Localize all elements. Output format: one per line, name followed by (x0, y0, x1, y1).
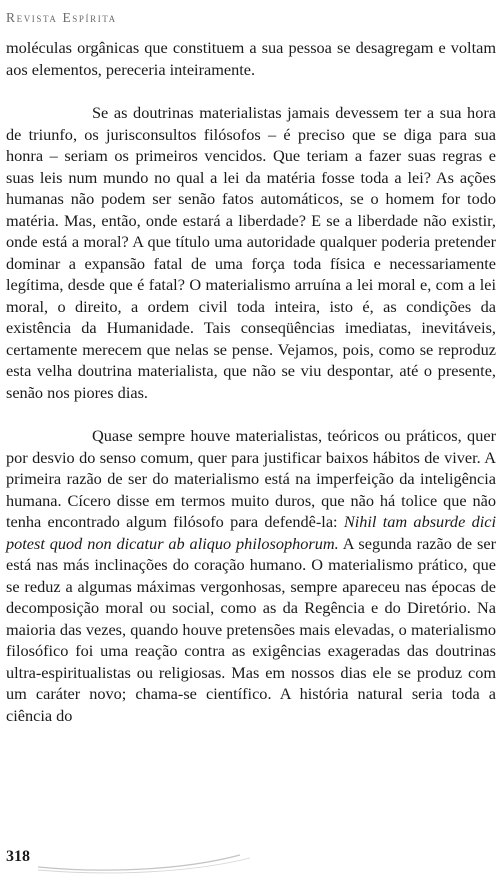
footer-swoosh-line-upper (38, 855, 240, 870)
footer-swoosh-ornament (0, 846, 503, 875)
paragraph-3-text-after-quote: A segunda razão de ser está nas más inclinações do coração humano. O materialismo prático, que se reduz a algumas máximas vergonhosas, sempre apareceu nas épocas de decomposição moral ou social, como as da Regência e do Diretório. Na maioria das vezes, quando houve pretensões mais elevadas, o materialismo filosófico foi uma reação contra as exigências exageradas das doutrinas ultra-espiritualistas ou religiosas. Mas em nossos dias ele se produz com um caráter novo; chama-se científico. A história natural seria toda a ciência do (6, 533, 496, 725)
running-head: Revista Espírita (6, 10, 117, 25)
paragraph-1: moléculas orgânicas que constituem a sua pessoa se desagregam e voltam aos elementos, pereceria inteiramente. (6, 38, 496, 79)
paragraph-3-text-before-quote: Quase sempre houve materialistas, teóricos ou práticos, quer por desvio do senso comum, quer para justificar baixos hábitos de viver. A primeira razão de ser do materialismo está na imperfeição da inteligência humana. Cícero disse em termos muito duros, que não há tolice que não tenha encontrado algum filósofo para defendê-la: (6, 426, 496, 531)
body-text (6, 37, 496, 726)
page-number: 318 (6, 848, 30, 865)
paragraph-3 (6, 425, 496, 726)
page-footer (0, 846, 503, 875)
paragraph-2: Se as doutrinas materialistas jamais devessem ter a sua hora de triunfo, os jurisconsultos filósofos – é preciso que se diga para sua honra – seriam os primeiros vencidos. Que teriam a fazer suas regras e suas leis num mundo no qual a lei da matéria fosse toda a lei? As ações humanas não podem ser senão fatos automáticos, se o homem for todo matéria. Mas, então, onde estará a liberdade? E se a liberdade não existir, onde está a moral? A que título uma autoridade qualquer poderia pretender dominar a expansão fatal de uma força toda física e necessariamente legítima, desde que é fatal? O materialismo arruína a lei moral e, com a lei moral, o direito, a ordem civil toda inteira, isto é, as condições da existência da Humanidade. Tais conseqüências imediatas, inevitáveis, certamente merecem que nelas se pense. Vejamos, pois, como se reproduz esta velha doutrina materialista, que não se viu despontar, até o presente, senão nos piores dias. (6, 103, 496, 402)
latin-quote: Nihil tam absurde dici potest quod non dicatur ab aliquo philosophorum. (6, 512, 496, 553)
